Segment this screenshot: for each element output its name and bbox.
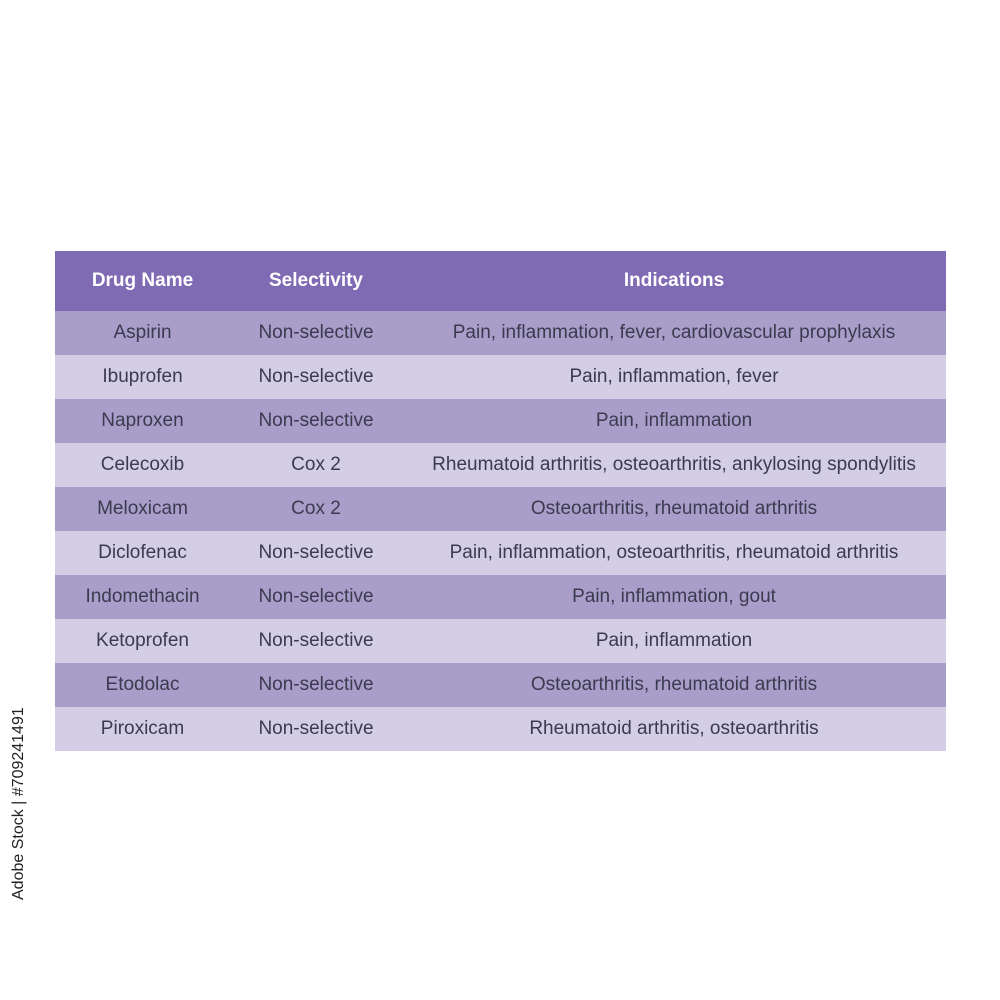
selectivity-cell: Non-selective [230, 355, 402, 399]
drug-name-cell: Piroxicam [55, 707, 230, 751]
table-row [55, 355, 946, 399]
selectivity-cell: Non-selective [230, 575, 402, 619]
drug-name-cell: Meloxicam [55, 487, 230, 531]
selectivity-cell: Non-selective [230, 311, 402, 355]
drug-name-cell: Indomethacin [55, 575, 230, 619]
indications-cell: Osteoarthritis, rheumatoid arthritis [402, 663, 946, 707]
selectivity-cell: Non-selective [230, 663, 402, 707]
drug-name-cell: Celecoxib [55, 443, 230, 487]
header-selectivity: Selectivity [230, 251, 402, 311]
selectivity-cell: Non-selective [230, 707, 402, 751]
indications-cell: Pain, inflammation, fever, cardiovascular prophylaxis [402, 311, 946, 355]
nsaid-table [55, 251, 946, 751]
indications-cell: Pain, inflammation [402, 619, 946, 663]
table-header-row [55, 251, 946, 311]
table-row [55, 707, 946, 751]
table-row [55, 663, 946, 707]
indications-cell: Rheumatoid arthritis, osteoarthritis, ankylosing spondylitis [402, 443, 946, 487]
drug-name-cell: Naproxen [55, 399, 230, 443]
drug-name-cell: Ketoprofen [55, 619, 230, 663]
table-body [55, 311, 946, 751]
table-row [55, 575, 946, 619]
table-row [55, 531, 946, 575]
selectivity-cell: Cox 2 [230, 443, 402, 487]
drug-name-cell: Diclofenac [55, 531, 230, 575]
table-row [55, 311, 946, 355]
drug-name-cell: Aspirin [55, 311, 230, 355]
indications-cell: Pain, inflammation, gout [402, 575, 946, 619]
drug-name-cell: Ibuprofen [55, 355, 230, 399]
indications-cell: Rheumatoid arthritis, osteoarthritis [402, 707, 946, 751]
table-row [55, 399, 946, 443]
drug-name-cell: Etodolac [55, 663, 230, 707]
indications-cell: Pain, inflammation [402, 399, 946, 443]
selectivity-cell: Non-selective [230, 399, 402, 443]
selectivity-cell: Cox 2 [230, 487, 402, 531]
table-row [55, 443, 946, 487]
table-row [55, 487, 946, 531]
selectivity-cell: Non-selective [230, 619, 402, 663]
indications-cell: Pain, inflammation, osteoarthritis, rheumatoid arthritis [402, 531, 946, 575]
header-indications: Indications [402, 251, 946, 311]
indications-cell: Osteoarthritis, rheumatoid arthritis [402, 487, 946, 531]
indications-cell: Pain, inflammation, fever [402, 355, 946, 399]
table-row [55, 619, 946, 663]
header-drug-name: Drug Name [55, 251, 230, 311]
selectivity-cell: Non-selective [230, 531, 402, 575]
stock-id-text: Adobe Stock | #709241491 [10, 707, 27, 900]
